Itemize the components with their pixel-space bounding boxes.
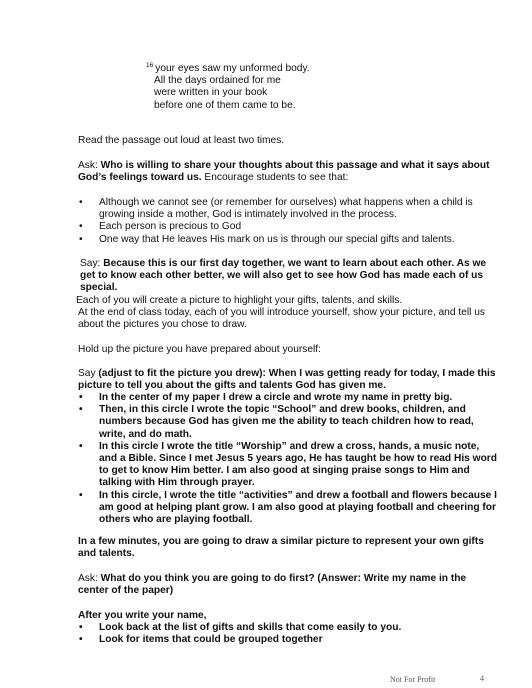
list-item: • Then, in this circle I wrote the topic “School” and drew books, children, and numbers because God has given me the ability to teach children how to read, write, and do math. bbox=[78, 404, 498, 441]
bullet-list-picture-example bbox=[78, 392, 498, 526]
introduce-paragraph: At the end of class today, each of you will introduce yourself, show your picture, and tell us about the pictures you chose to draw. bbox=[78, 307, 485, 331]
read-passage-instruction: Read the passage out loud at least two times. bbox=[78, 135, 285, 146]
verse-line: were written in your book bbox=[154, 87, 268, 99]
ask-question-paragraph: Ask: Who is willing to share your thoughts about this passage and what it says about God’s feelings toward us. Encourage students to see that: bbox=[78, 160, 490, 184]
say-paragraph: Say: Because this is our first day together, we want to learn about each other. As we get to know each other better, we will also get to see how God has made each of us special. bbox=[80, 258, 487, 294]
ask-question-text: Who is willing to share your thoughts about this passage and what it says about God’s feelings toward us. bbox=[78, 160, 490, 184]
few-minutes-paragraph: In a few minutes, you are going to draw a similar picture to represent your own gifts and talents. bbox=[78, 536, 484, 560]
page-number: 4 bbox=[480, 674, 484, 683]
say-text: Because this is our first day together, we want to learn about each other. As we get to know each other better, we will also get to see how God has made each of us special. bbox=[80, 258, 487, 294]
hold-up-instruction: Hold up the picture you have prepared about yourself: bbox=[78, 344, 321, 355]
bullet-list-next-steps bbox=[78, 622, 498, 646]
verse-line: $^{16}$ your eyes saw my unformed body. bbox=[146, 62, 310, 74]
footer-text: Not For Profit bbox=[390, 675, 436, 684]
list-item: • Each person is precious to God bbox=[78, 221, 498, 233]
list-item: • Look for items that could be grouped together bbox=[78, 634, 498, 646]
bullet-list-truths bbox=[78, 197, 498, 246]
list-item: • In the center of my paper I drew a circle and wrote my name in pretty big. bbox=[78, 392, 498, 404]
ask-first-text: What do you think you are going to do first? (Answer: Write my name in the center of the paper) bbox=[78, 573, 467, 597]
verse-line: before one of them came to be. bbox=[154, 99, 296, 111]
verse-line: All the days ordained for me bbox=[154, 75, 281, 87]
create-picture-paragraph: Each of you will create a picture to highlight your gifts, talents, and skills. bbox=[76, 295, 403, 306]
list-item: • Although we cannot see (or remember for ourselves) what happens when a child is growing inside a mother, God is intimately involved in the process. bbox=[78, 197, 498, 221]
list-item: • One way that He leaves His mark on us is through our special gifts and talents. bbox=[78, 234, 498, 246]
ask-first-paragraph: Ask: What do you think you are going to do first? (Answer: Write my name in the center of the paper) bbox=[78, 573, 467, 597]
list-item: • Look back at the list of gifts and skills that come easily to you. bbox=[78, 622, 498, 634]
list-item: • In this circle I wrote the title “Worship” and drew a cross, hands, a music note, and a Bible. Since I met Jesus 5 years ago, He has taught be how to read His word to get to know Him better. I am also good at singing praise songs to Him and talking with Him through prayer. bbox=[78, 441, 498, 490]
say-example-paragraph: Say (adjust to fit the picture you drew): When I was getting ready for today, I made this picture to tell you about the gifts and talents God has given me. bbox=[78, 368, 496, 392]
verse-number: 16 bbox=[146, 62, 154, 69]
say-example-text: (adjust to fit the picture you drew): When I was getting ready for today, I made this picture to tell you about the gifts and talents God has given me. bbox=[78, 368, 496, 392]
after-name-heading: After you write your name, bbox=[78, 610, 207, 621]
scripture-verse bbox=[146, 60, 310, 112]
list-item: • In this circle, I wrote the title “activities” and drew a football and flowers because I am good at helping plant grow. I am also good at playing football and cheering for others who are playing football. bbox=[78, 490, 498, 527]
